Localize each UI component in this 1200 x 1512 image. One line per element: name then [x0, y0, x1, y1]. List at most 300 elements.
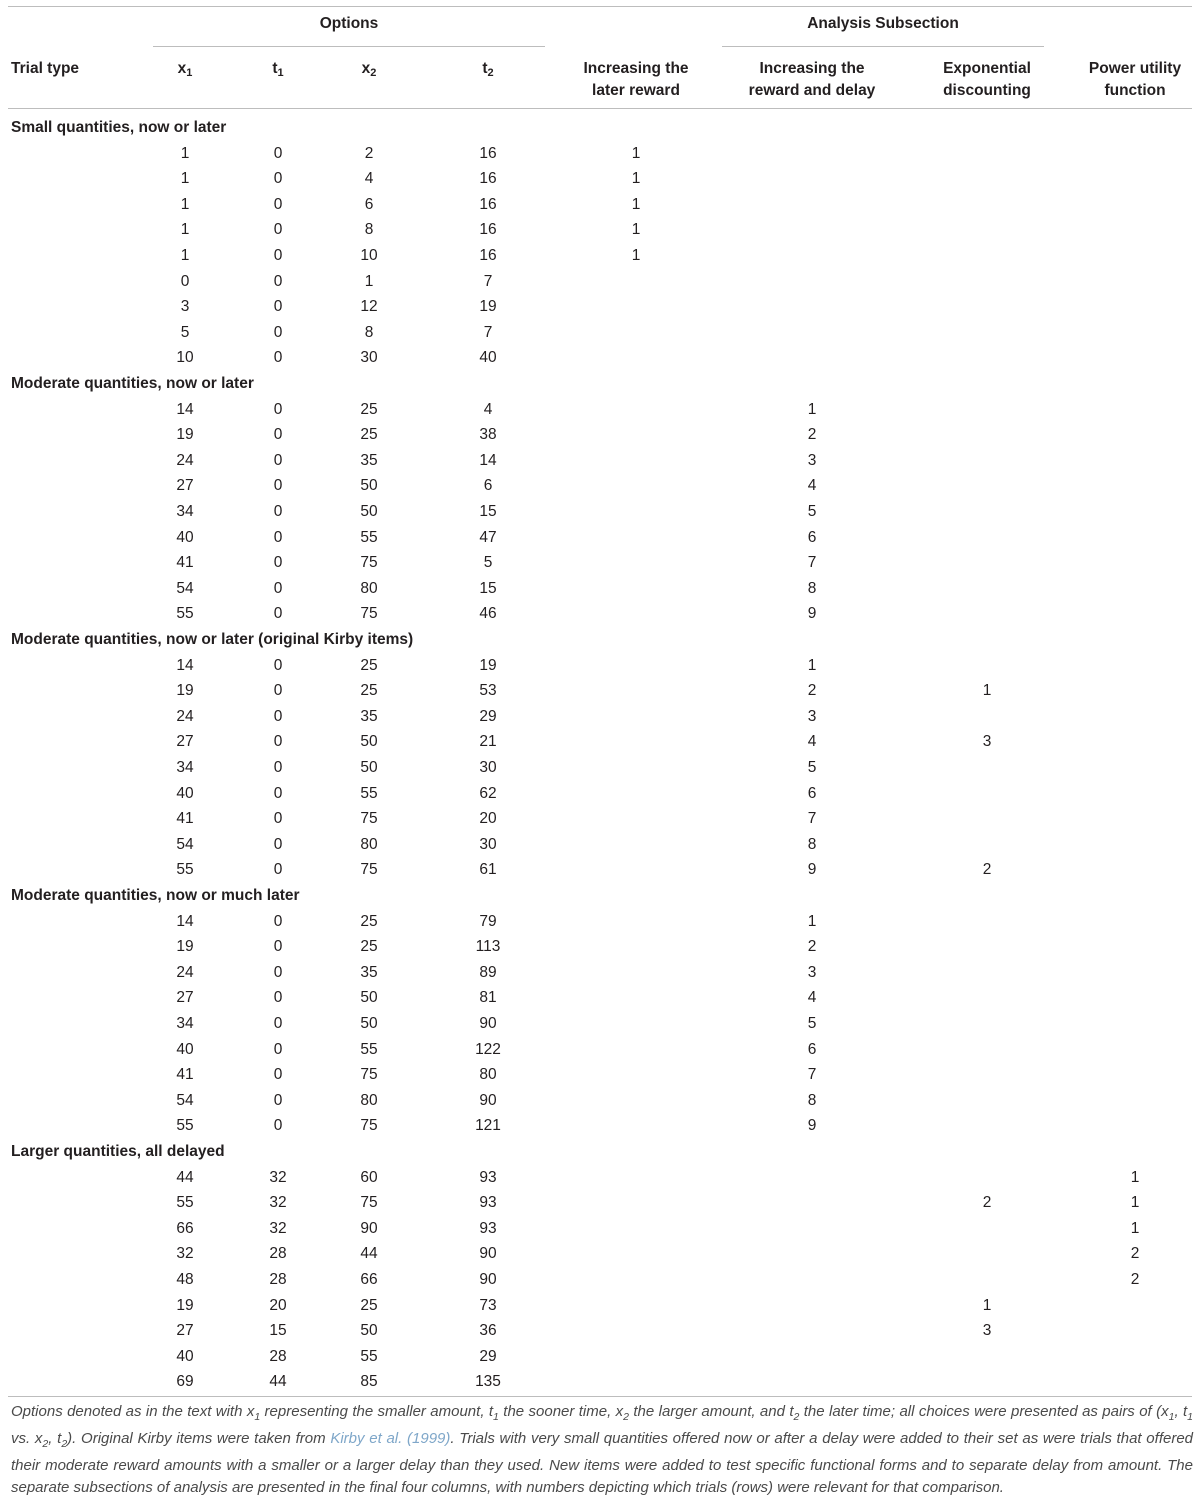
exponential-cell	[947, 294, 1027, 320]
power-utility-cell: 1	[1130, 1219, 1140, 1237]
later-reward-cell	[596, 473, 676, 499]
reward-delay-cell	[772, 1165, 852, 1191]
reward-delay-cell: 4	[807, 477, 817, 495]
power-utility-cell	[1095, 755, 1175, 781]
power-utility-cell	[1095, 422, 1175, 448]
x2-cell: 25	[360, 912, 378, 930]
t2-cell: 121	[475, 1117, 501, 1135]
x1-cell: 27	[176, 733, 194, 751]
x1-cell: 24	[176, 707, 194, 725]
table-row	[0, 1113, 1200, 1139]
x1-cell: 34	[176, 1015, 194, 1032]
table-row	[0, 601, 1200, 627]
analysis-subsection-header: Analysis Subsection	[807, 15, 959, 32]
exponential-cell	[947, 832, 1027, 858]
section-title: Moderate quantities, now or later (original Kirby items)	[11, 631, 414, 648]
x1-cell: 24	[176, 963, 194, 981]
x1-cell: 40	[176, 1040, 194, 1058]
x1-cell: 19	[176, 1296, 194, 1314]
x1-cell: 54	[176, 579, 194, 597]
t1-cell: 0	[273, 400, 283, 418]
reward-delay-cell: 6	[807, 784, 817, 802]
later-reward-cell	[596, 550, 676, 576]
later-reward-cell	[596, 345, 676, 371]
x1-cell: 34	[176, 503, 194, 520]
x1-cell: 66	[176, 1219, 194, 1237]
later-reward-cell	[596, 269, 676, 295]
x2-cell: 8	[364, 323, 374, 341]
power-utility-cell	[1095, 781, 1175, 807]
x2-cell: 25	[360, 1296, 378, 1314]
t2-cell: 90	[479, 1245, 497, 1263]
reward-delay-cell: 8	[807, 835, 817, 853]
table-row	[0, 1267, 1200, 1293]
x2-cell: 85	[360, 1373, 378, 1391]
power-utility-cell	[1095, 294, 1175, 320]
x1-cell: 40	[176, 784, 194, 802]
power-utility-cell	[1095, 1011, 1175, 1037]
t2-cell: 93	[479, 1194, 497, 1212]
later-reward-cell	[596, 934, 676, 960]
reward-delay-cell	[772, 1241, 852, 1267]
exponential-cell: 3	[982, 1322, 992, 1340]
exponential-cell	[947, 576, 1027, 602]
t2-cell: 135	[475, 1373, 501, 1391]
x2-cell: 55	[360, 528, 378, 546]
t2-cell: 93	[479, 1219, 497, 1237]
x1-cell: 14	[176, 400, 194, 418]
x2-cell: 75	[360, 605, 378, 623]
t2-cell: 30	[479, 759, 497, 776]
x1-cell: 54	[176, 835, 194, 853]
reward-delay-cell: 8	[807, 1091, 817, 1109]
x2-cell: 80	[360, 579, 378, 597]
x1-cell: 41	[176, 1066, 194, 1084]
t2-cell: 15	[479, 579, 497, 597]
power-utility-cell	[1095, 499, 1175, 525]
t2-header: t2	[482, 60, 494, 79]
exponential-cell	[947, 1165, 1027, 1191]
t1-cell: 0	[273, 835, 283, 853]
x1-cell: 14	[176, 656, 194, 674]
table-footnote: Options denoted as in the text with $x_1$ representing the smaller amount, $t_1$ the sooner time, $x_2$ the larger amount, and $t_2$ the later time; all choices were presented as pairs of ($x_1$, $t_1$ vs. $x_2$, $t_2$). Original Kirby items were taken from Kirby et al. (1999). Trials with very small quantities offered now or after a delay were added to their set as were trials that offered their moderate reward amounts with a smaller or a larger delay than they used. New items were added to test specific functional forms and to separate delay from amount. The separate subsections of analysis are presented in the final four columns, with numbers depicting which trials (rows) were relevant for that comparison.	[11, 1403, 1194, 1496]
table-row	[0, 1037, 1200, 1063]
later-reward-cell	[596, 755, 676, 781]
later-reward-cell	[596, 1190, 676, 1216]
power-utility-cell	[1095, 192, 1175, 218]
t1-cell: 0	[273, 810, 283, 828]
reward-delay-cell: 2	[807, 682, 817, 700]
power-utility-cell	[1095, 1062, 1175, 1088]
t2-cell: 79	[479, 912, 497, 930]
table-row	[0, 909, 1200, 935]
x2-cell: 75	[360, 1066, 378, 1084]
reward-delay-cell	[772, 217, 852, 243]
reward-delay-cell: 2	[807, 938, 817, 956]
x1-cell: 1	[180, 170, 190, 188]
table-row	[0, 1369, 1200, 1395]
x2-cell: 6	[364, 195, 374, 213]
t1-cell: 0	[273, 298, 283, 316]
exponential-cell	[947, 1088, 1027, 1114]
t1-cell: 28	[269, 1271, 287, 1288]
exponential-cell	[947, 141, 1027, 167]
t1-cell: 0	[273, 426, 283, 444]
later-reward-cell	[596, 1369, 676, 1395]
table-row	[0, 729, 1200, 755]
reward-delay-cell: 7	[807, 810, 817, 828]
t1-cell: 0	[273, 707, 283, 725]
t1-cell: 0	[273, 963, 283, 981]
reward-delay-cell: 5	[807, 1015, 817, 1032]
t1-cell: 0	[273, 272, 283, 290]
power-utility-cell	[1095, 1037, 1175, 1063]
t2-cell: 40	[479, 349, 497, 367]
exponential-cell	[947, 653, 1027, 679]
x2-cell: 25	[360, 656, 378, 674]
later-reward-cell	[596, 1241, 676, 1267]
table-row	[0, 1344, 1200, 1370]
exponential-cell	[947, 1216, 1027, 1242]
t2-cell: 47	[479, 528, 497, 546]
x1-cell: 0	[180, 272, 190, 290]
later-reward-cell	[596, 1062, 676, 1088]
exponential-cell	[947, 422, 1027, 448]
exponential-cell: 2	[982, 861, 992, 879]
exponential-cell	[947, 601, 1027, 627]
later-reward-cell	[596, 1037, 676, 1063]
reference-link[interactable]: Kirby et al. (1999)	[330, 1430, 451, 1448]
t1-cell: 0	[273, 682, 283, 700]
later-reward-cell	[596, 422, 676, 448]
t2-cell: 90	[479, 1091, 497, 1109]
x2-cell: 80	[360, 1091, 378, 1109]
later-reward-cell	[596, 704, 676, 730]
t2-cell: 46	[479, 605, 497, 623]
table-row	[0, 1165, 1200, 1191]
power-utility-cell	[1095, 729, 1175, 755]
exponential-cell	[947, 217, 1027, 243]
t1-cell: 0	[273, 554, 283, 572]
t2-cell: 38	[479, 426, 497, 444]
x1-cell: 1	[180, 195, 190, 213]
x1-cell: 1	[180, 247, 190, 264]
x2-header: x2	[361, 60, 377, 79]
exponential-cell	[947, 1011, 1027, 1037]
header-bottom-rule	[8, 108, 1192, 109]
power-utility-cell	[1095, 1318, 1175, 1344]
table-row	[0, 934, 1200, 960]
later-reward-cell: 1	[631, 170, 641, 188]
x2-cell: 55	[360, 1040, 378, 1058]
power-utility-cell	[1095, 320, 1175, 346]
t2-cell: 29	[479, 707, 497, 725]
t2-cell: 36	[479, 1322, 497, 1340]
power-utility-cell	[1095, 704, 1175, 730]
t2-cell: 19	[479, 298, 497, 316]
exponential-cell	[947, 320, 1027, 346]
t1-cell: 0	[273, 1117, 283, 1135]
t2-cell: 61	[479, 861, 497, 879]
t2-cell: 29	[479, 1347, 497, 1365]
table-row	[0, 473, 1200, 499]
t2-cell: 30	[479, 835, 497, 853]
x2-cell: 1	[364, 272, 374, 290]
power-utility-cell	[1095, 397, 1175, 423]
x1-cell: 1	[180, 144, 190, 162]
reward-delay-cell	[772, 1267, 852, 1293]
exponential-cell: 1	[982, 1296, 992, 1314]
table-row	[0, 1062, 1200, 1088]
exponential-cell	[947, 985, 1027, 1011]
exponential-cell	[947, 1037, 1027, 1063]
table-row	[0, 141, 1200, 167]
header-line: later reward	[592, 82, 680, 99]
later-reward-cell	[596, 1088, 676, 1114]
power-utility-cell	[1095, 345, 1175, 371]
table-row	[0, 960, 1200, 986]
x1-cell: 19	[176, 682, 194, 700]
t1-cell: 0	[273, 784, 283, 802]
options-underline	[153, 46, 545, 47]
exponential-cell: 2	[982, 1194, 992, 1212]
later-reward-cell	[596, 576, 676, 602]
x2-cell: 35	[360, 451, 378, 469]
t2-cell: 7	[483, 272, 493, 290]
power-utility-cell	[1095, 448, 1175, 474]
table-row	[0, 422, 1200, 448]
t1-cell: 0	[273, 349, 283, 367]
table-row	[0, 1318, 1200, 1344]
t1-cell: 0	[273, 170, 283, 188]
power-utility-cell	[1095, 576, 1175, 602]
t2-cell: 89	[479, 963, 497, 981]
reward-delay-cell: 4	[807, 989, 817, 1007]
x2-cell: 60	[360, 1168, 378, 1186]
later-reward-cell	[596, 960, 676, 986]
x2-cell: 55	[360, 784, 378, 802]
x1-cell: 27	[176, 477, 194, 495]
t1-cell: 28	[269, 1245, 287, 1263]
x2-cell: 75	[360, 861, 378, 879]
x1-cell: 41	[176, 810, 194, 828]
reward-delay-cell: 1	[807, 912, 817, 930]
t2-cell: 16	[479, 247, 497, 264]
reward-delay-cell	[772, 320, 852, 346]
x1-header: x1	[177, 60, 193, 79]
x1-cell: 27	[176, 1322, 194, 1340]
t2-cell: 93	[479, 1168, 497, 1186]
x1-cell: 69	[176, 1373, 194, 1391]
x2-cell: 35	[360, 963, 378, 981]
section-title: Larger quantities, all delayed	[11, 1143, 225, 1160]
x2-cell: 25	[360, 426, 378, 444]
power-utility-cell: 1	[1130, 1168, 1140, 1186]
section-title: Moderate quantities, now or later	[11, 375, 254, 392]
t2-cell: 122	[475, 1040, 501, 1058]
exponential-cell	[947, 473, 1027, 499]
power-utility-cell	[1095, 141, 1175, 167]
power-utility-cell	[1095, 1344, 1175, 1370]
power-utility-cell	[1095, 243, 1175, 269]
reward-delay-cell: 3	[807, 707, 817, 725]
power-utility-cell	[1095, 909, 1175, 935]
reward-delay-cell: 5	[807, 759, 817, 776]
t1-cell: 0	[273, 195, 283, 213]
later-reward-cell	[596, 320, 676, 346]
x1-cell: 1	[180, 221, 190, 239]
power-utility-cell	[1095, 653, 1175, 679]
table-row	[0, 1241, 1200, 1267]
exponential-cell	[947, 1267, 1027, 1293]
later-reward-cell	[596, 397, 676, 423]
x2-cell: 50	[360, 503, 378, 520]
exponential-cell	[947, 1062, 1027, 1088]
later-reward-cell	[596, 1011, 676, 1037]
exponential-cell	[947, 1113, 1027, 1139]
table-row	[0, 525, 1200, 551]
header-line: discounting	[943, 82, 1031, 99]
x2-cell: 90	[360, 1219, 378, 1237]
x1-cell: 48	[176, 1271, 194, 1288]
t1-cell: 0	[273, 861, 283, 879]
t1-cell: 0	[273, 912, 283, 930]
power-utility-header	[1065, 58, 1200, 102]
x1-cell: 55	[176, 1117, 194, 1135]
power-utility-cell	[1095, 857, 1175, 883]
t1-cell: 0	[273, 1066, 283, 1084]
x2-cell: 8	[364, 221, 374, 239]
exponential-cell	[947, 499, 1027, 525]
reward-delay-cell: 2	[807, 426, 817, 444]
later-reward-cell	[596, 653, 676, 679]
table-row	[0, 653, 1200, 679]
exponential-cell	[947, 166, 1027, 192]
header-line: Power utility	[1088, 60, 1182, 77]
reward-delay-cell: 5	[807, 503, 817, 520]
x1-cell: 54	[176, 1091, 194, 1109]
exponential-cell	[947, 934, 1027, 960]
table-bottom-rule	[8, 1396, 1192, 1397]
reward-delay-cell	[772, 166, 852, 192]
reward-delay-cell: 7	[807, 1066, 817, 1084]
t2-cell: 6	[483, 477, 493, 495]
t2-cell: 62	[479, 784, 497, 802]
t1-cell: 32	[269, 1194, 287, 1212]
x2-cell: 2	[364, 144, 374, 162]
t1-cell: 0	[273, 605, 283, 623]
header-line: function	[1104, 82, 1166, 99]
later-reward-cell	[596, 601, 676, 627]
table-row	[0, 806, 1200, 832]
t1-cell: 0	[273, 579, 283, 597]
exponential-cell	[947, 525, 1027, 551]
t2-cell: 15	[479, 503, 497, 520]
t2-cell: 90	[479, 1271, 497, 1288]
later-reward-cell	[596, 1216, 676, 1242]
t1-cell: 20	[269, 1296, 287, 1314]
reward-delay-cell	[772, 1344, 852, 1370]
power-utility-cell	[1095, 1113, 1175, 1139]
power-utility-cell	[1095, 960, 1175, 986]
t2-cell: 80	[479, 1066, 497, 1084]
x2-cell: 66	[360, 1271, 378, 1288]
reward-delay-cell: 8	[807, 579, 817, 597]
later-reward-cell: 1	[631, 195, 641, 213]
t1-cell: 0	[273, 989, 283, 1007]
later-reward-cell: 1	[631, 144, 641, 162]
reward-delay-cell: 7	[807, 554, 817, 572]
later-reward-cell	[596, 909, 676, 935]
x2-cell: 50	[360, 477, 378, 495]
t1-cell: 0	[273, 1040, 283, 1058]
t2-cell: 16	[479, 170, 497, 188]
reward-delay-cell	[772, 1190, 852, 1216]
t2-cell: 7	[483, 323, 493, 341]
t2-cell: 53	[479, 682, 497, 700]
x2-cell: 50	[360, 759, 378, 776]
t1-cell: 0	[273, 503, 283, 520]
x1-cell: 14	[176, 912, 194, 930]
exponential-cell	[947, 704, 1027, 730]
x1-cell: 10	[176, 349, 194, 367]
t2-cell: 90	[479, 1015, 497, 1032]
power-utility-cell: 1	[1130, 1194, 1140, 1212]
reward-delay-cell: 1	[807, 400, 817, 418]
t1-cell: 32	[269, 1168, 287, 1186]
t1-cell: 32	[269, 1219, 287, 1237]
power-utility-cell	[1095, 269, 1175, 295]
exponential-cell	[947, 1344, 1027, 1370]
power-utility-cell	[1095, 525, 1175, 551]
table-row	[0, 269, 1200, 295]
table-row	[0, 576, 1200, 602]
table-row	[0, 345, 1200, 371]
table-row	[0, 704, 1200, 730]
t1-cell: 0	[273, 938, 283, 956]
reward-delay-cell: 6	[807, 528, 817, 546]
x1-cell: 34	[176, 759, 194, 776]
t2-cell: 73	[479, 1296, 497, 1314]
table-row	[0, 397, 1200, 423]
power-utility-cell	[1095, 1088, 1175, 1114]
later-reward-cell	[596, 1113, 676, 1139]
power-utility-cell	[1095, 601, 1175, 627]
t1-cell: 28	[269, 1347, 287, 1365]
table-row	[0, 1088, 1200, 1114]
x2-cell: 55	[360, 1347, 378, 1365]
t1-cell: 0	[273, 144, 283, 162]
power-utility-cell	[1095, 550, 1175, 576]
reward-delay-cell	[772, 345, 852, 371]
later-reward-cell	[596, 832, 676, 858]
t2-cell: 81	[479, 989, 497, 1007]
t1-cell: 44	[269, 1373, 287, 1391]
later-reward-cell	[596, 1318, 676, 1344]
later-reward-cell	[596, 448, 676, 474]
x2-cell: 75	[360, 810, 378, 828]
exponential-cell	[947, 1369, 1027, 1395]
t1-cell: 0	[273, 528, 283, 546]
table-row	[0, 192, 1200, 218]
x2-cell: 75	[360, 1194, 378, 1212]
reward-delay-cell	[772, 269, 852, 295]
header-line: reward and delay	[748, 82, 876, 99]
table-row	[0, 985, 1200, 1011]
x2-cell: 25	[360, 682, 378, 700]
reward-delay-cell: 9	[807, 861, 817, 879]
exponential-cell	[947, 909, 1027, 935]
